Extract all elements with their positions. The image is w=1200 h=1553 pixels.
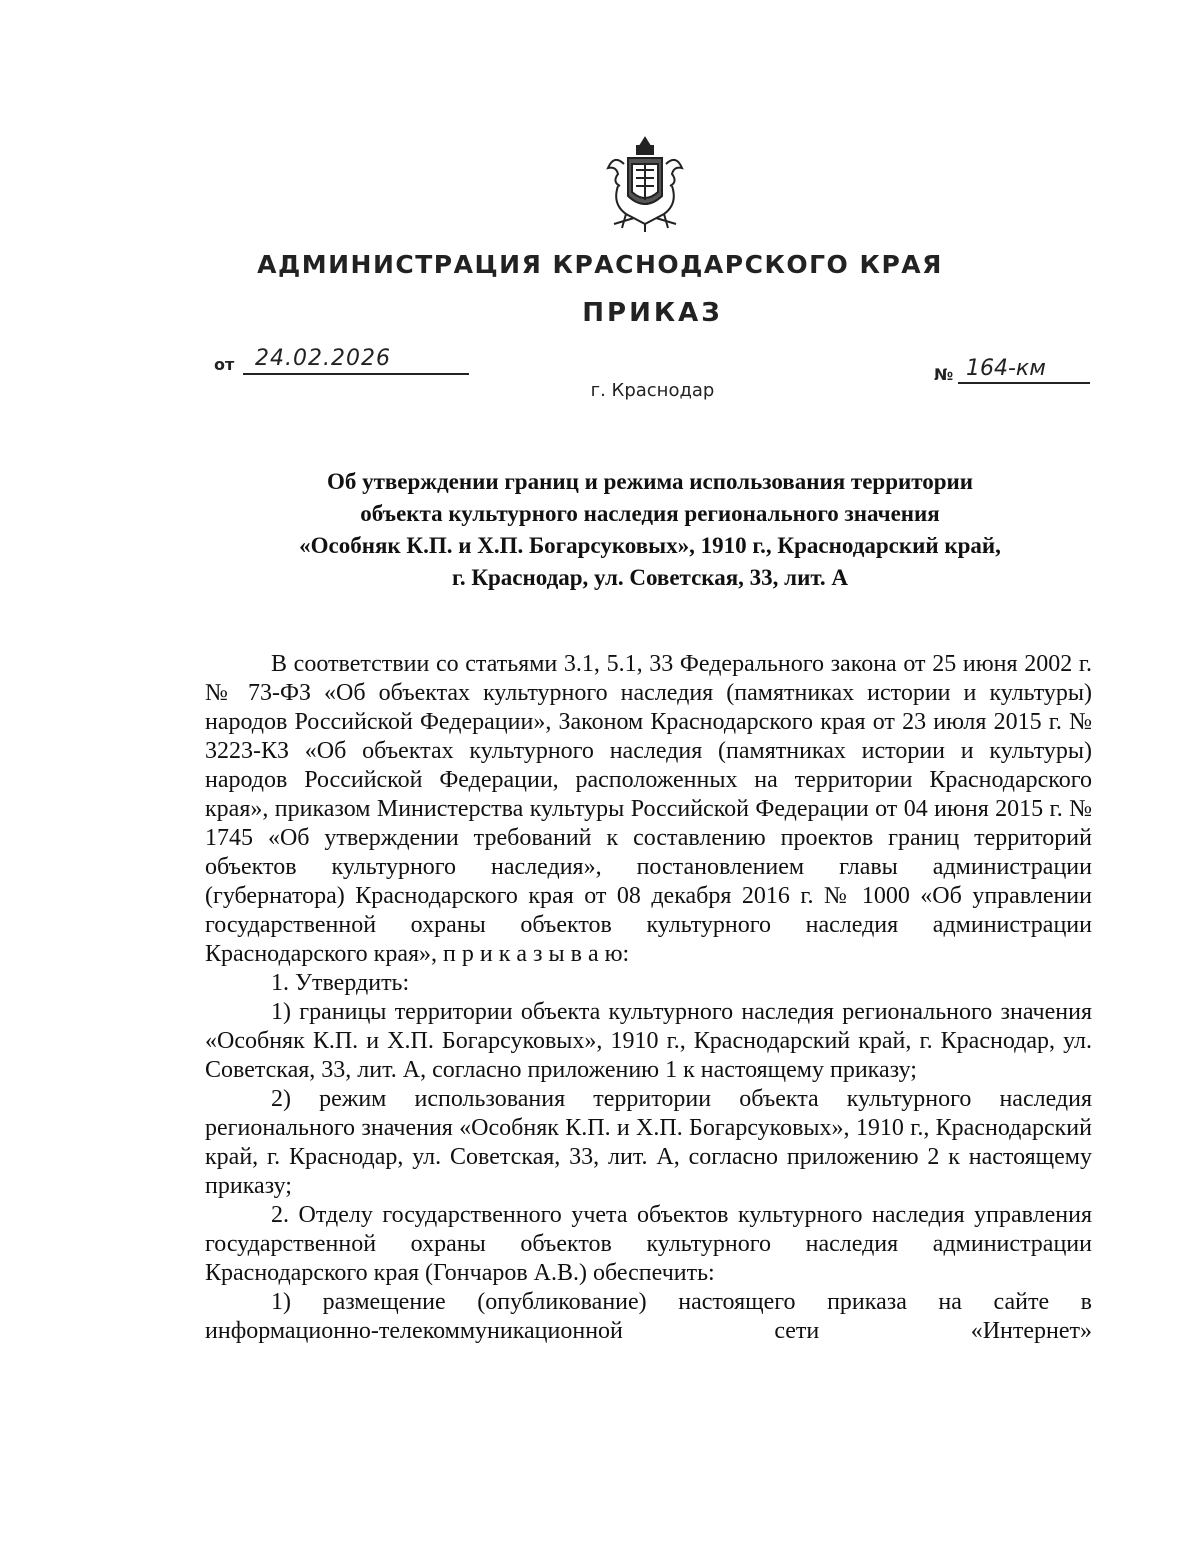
number-value: 164-км — [966, 356, 1046, 381]
title-line: «Особняк К.П. и Х.П. Богарсуковых», 1910 г., Краснодарский край, — [299, 533, 1001, 558]
document-body — [205, 650, 1092, 1346]
document-title — [250, 466, 1050, 594]
city: г. Краснодар — [590, 380, 715, 401]
date-value: 24.02.2026 — [255, 346, 391, 371]
body-paragraph: В соответствии со статьями 3.1, 5.1, 33 Федерального закона от 25 июня 2002 г. № 73-ФЗ «Об объектах культурного наследия (памятниках истории и культуры) народов Российской Федерации», Законом Краснодарского края от 23 июля 2015 г. № 3223-КЗ «Об объектах культурного наследия (памятниках истории и культуры) народов Российской Федерации, расположенных на территории Краснодарского края», приказом Министерства культуры Российской Федерации от 04 июня 2015 г. № 1745 «Об утверждении требований к составлению проектов границ территорий объектов культурного наследия», постановлением главы администрации (губернатора) Краснодарского края от 08 декабря 2016 г. № 1000 «Об управлении государственной охраны объектов культурного наследия администрации Краснодарского края», п р и к а з ы в а ю: — [205, 651, 1092, 967]
number-underline — [958, 382, 1090, 384]
date-label: от — [214, 355, 235, 374]
body-paragraph: 1. Утвердить: — [271, 970, 410, 996]
organization-name: АДМИНИСТРАЦИЯ КРАСНОДАРСКОГО КРАЯ — [257, 250, 943, 279]
date-underline — [243, 373, 469, 375]
coat-of-arms-icon — [604, 134, 686, 234]
title-line: объекта культурного наследия регионального значения — [360, 501, 940, 526]
body-paragraph: 2. Отделу государственного учета объектов культурного наследия управления государственной охраны объектов культурного наследия администрации Краснодарского края (Гончаров А.В.) обеспечить: — [205, 1202, 1092, 1286]
body-paragraph: 1) границы территории объекта культурного наследия регионального значения «Особняк К.П. и Х.П. Богарсуковых», 1910 г., Краснодарский край, г. Краснодар, ул. Советская, 33, лит. А, согласно приложению 1 к настоящему приказу; — [205, 999, 1092, 1083]
document-type: ПРИКАЗ — [582, 298, 723, 328]
title-line: г. Краснодар, ул. Советская, 33, лит. А — [451, 565, 848, 590]
number-label: № — [934, 365, 954, 384]
body-paragraph: 2) режим использования территории объекта культурного наследия регионального значения «Особняк К.П. и Х.П. Богарсуковых», 1910 г., Краснодарский край, г. Краснодар, ул. Советская, 33, лит. А, согласно приложению 2 к настоящему приказу; — [205, 1086, 1092, 1199]
body-paragraph: 1) размещение (опубликование) настоящего приказа на сайте в информационно-телекоммуникационной сети «Интернет» — [205, 1289, 1092, 1344]
title-line: Об утверждении границ и режима использования территории — [326, 469, 974, 494]
